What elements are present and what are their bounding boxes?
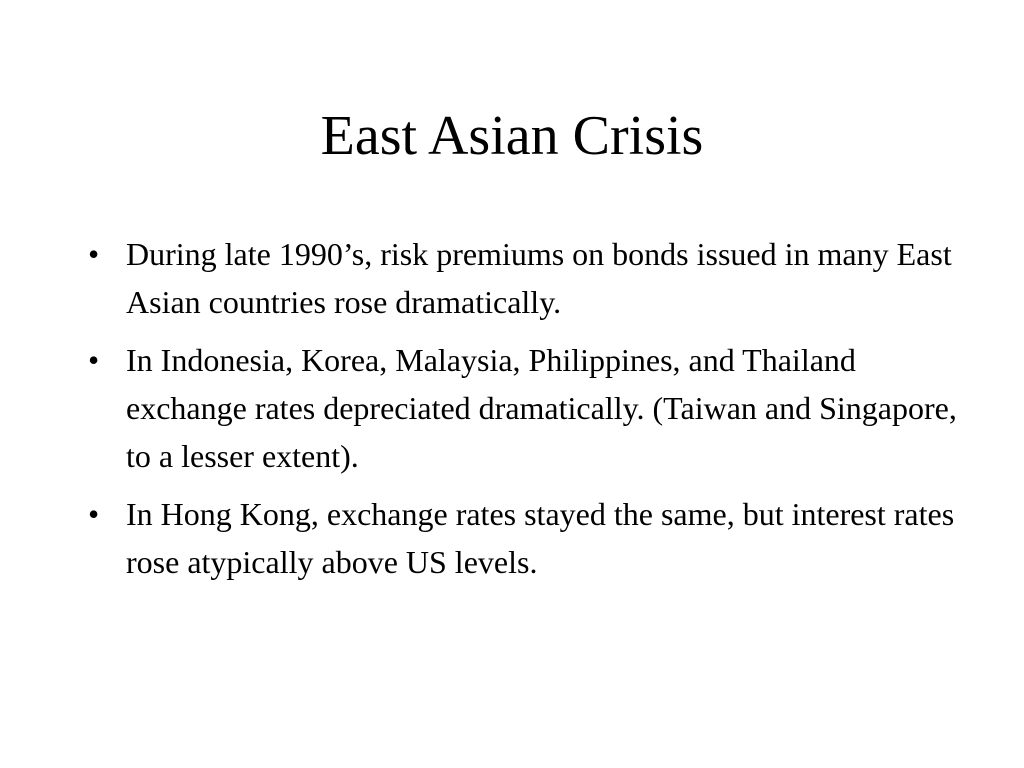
bullet-text: In Hong Kong, exchange rates stayed the same, but interest rates rose atypically above US levels.	[126, 496, 955, 580]
bullet-list	[88, 230, 958, 596]
bullet-text: During late 1990’s, risk premiums on bonds issued in many East Asian countries rose dramatically.	[126, 236, 952, 320]
bullet-icon: •	[88, 342, 100, 378]
bullet-item-hong-kong	[88, 490, 958, 586]
bullet-icon: •	[88, 496, 100, 532]
bullet-item-exchange-rates	[88, 336, 958, 480]
bullet-text: In Indonesia, Korea, Malaysia, Philippines, and Thailand exchange rates depreciated dramatically. (Taiwan and Singapore, to a lesser extent).	[126, 342, 957, 474]
bullet-item-risk-premiums	[88, 230, 958, 326]
bullet-icon: •	[88, 236, 100, 272]
slide-title: East Asian Crisis	[320, 105, 704, 167]
